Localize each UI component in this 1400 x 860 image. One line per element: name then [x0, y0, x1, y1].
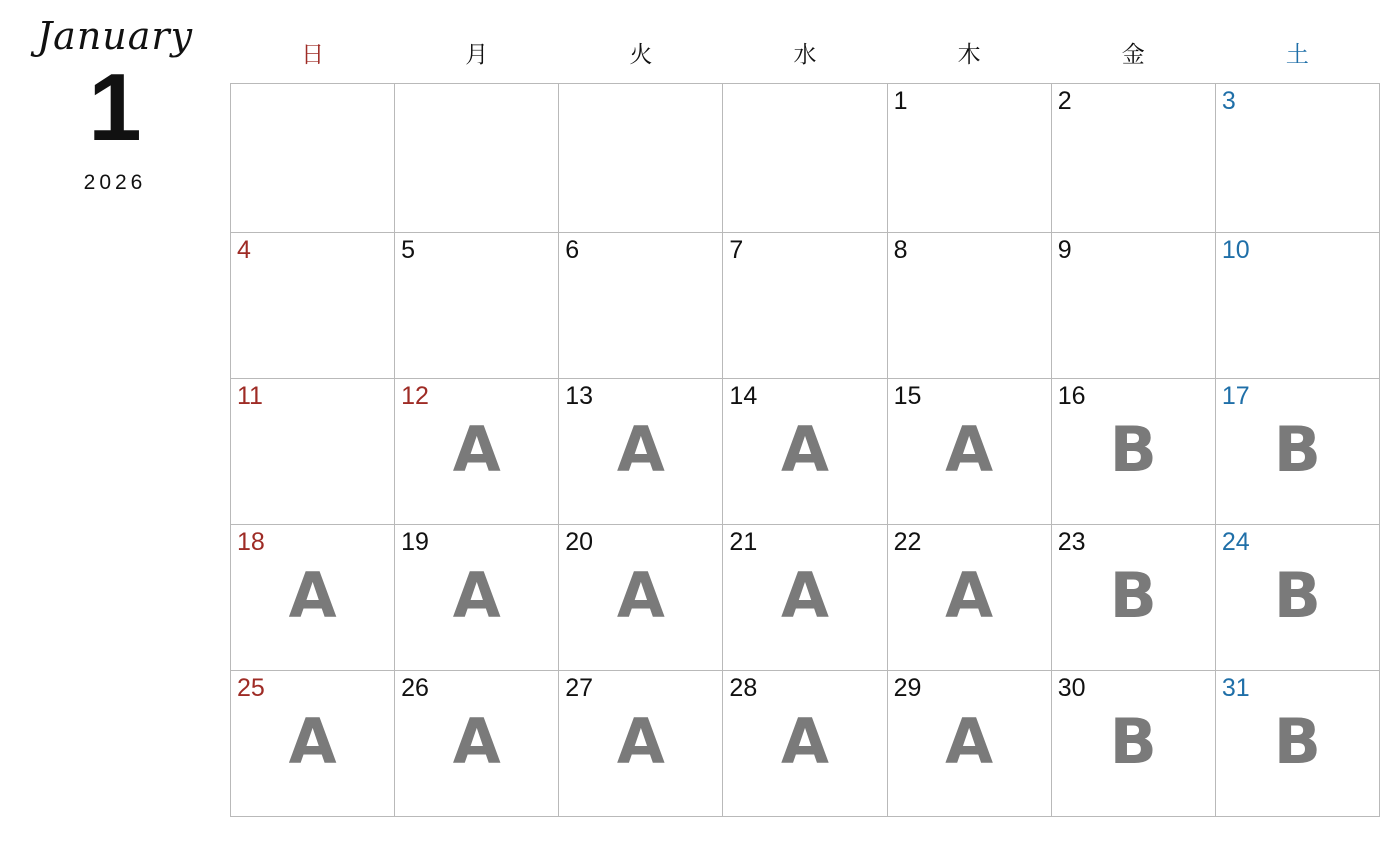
- shift-label: A: [945, 705, 994, 778]
- day-number: 10: [1221, 236, 1250, 264]
- day-cell[interactable]: [395, 525, 559, 671]
- weekday-header-sun: 日: [301, 42, 325, 68]
- day-cell[interactable]: [723, 379, 887, 525]
- day-number: 24: [1221, 528, 1250, 556]
- shift-label: B: [1273, 559, 1322, 632]
- day-cell[interactable]: [887, 84, 1051, 233]
- day-number: 25: [237, 674, 265, 702]
- shift-label: A: [945, 559, 994, 632]
- day-number: 1: [893, 87, 908, 115]
- shift-label: A: [288, 559, 337, 632]
- shift-label: B: [1109, 559, 1157, 632]
- calendar-week-row: [231, 84, 1380, 233]
- shift-label: A: [452, 559, 501, 632]
- day-number: 12: [401, 382, 429, 410]
- day-cell[interactable]: [723, 233, 887, 379]
- year-label: 2026: [83, 170, 147, 194]
- day-number: 28: [729, 674, 758, 702]
- shift-label: A: [945, 413, 994, 486]
- day-number: 2: [1057, 87, 1072, 115]
- shift-label: A: [781, 413, 829, 486]
- day-number: 3: [1221, 87, 1236, 115]
- day-cell[interactable]: [559, 233, 723, 379]
- day-cell[interactable]: [887, 525, 1051, 671]
- day-cell[interactable]: [1215, 84, 1379, 233]
- day-cell[interactable]: [231, 525, 395, 671]
- calendar-week-row: [231, 671, 1380, 817]
- day-cell[interactable]: [231, 671, 395, 817]
- day-cell[interactable]: [395, 233, 559, 379]
- day-cell[interactable]: [231, 379, 395, 525]
- weekday-header-mon: 月: [465, 42, 489, 68]
- weekday-header-tue: 火: [629, 42, 653, 68]
- day-number: 8: [893, 236, 908, 264]
- calendar-body: [231, 84, 1380, 817]
- shift-label: A: [288, 705, 337, 778]
- shift-label: B: [1273, 413, 1322, 486]
- shift-label: A: [616, 559, 665, 632]
- day-number: 15: [893, 382, 922, 410]
- day-cell[interactable]: [887, 671, 1051, 817]
- day-cell[interactable]: [723, 525, 887, 671]
- weekday-header-wed: 水: [793, 42, 817, 68]
- shift-label: B: [1273, 705, 1322, 778]
- day-number: 21: [729, 528, 758, 556]
- day-number: 18: [237, 528, 265, 556]
- day-cell[interactable]: [1215, 525, 1379, 671]
- day-number: 17: [1221, 382, 1250, 410]
- day-number: 14: [729, 382, 758, 410]
- day-cell[interactable]: [1215, 379, 1379, 525]
- shift-label: A: [781, 705, 829, 778]
- shift-label: B: [1109, 705, 1157, 778]
- month-name-script: January: [36, 14, 194, 58]
- day-cell[interactable]: [1215, 671, 1379, 817]
- day-number: 31: [1221, 674, 1250, 702]
- masthead: [0, 10, 230, 195]
- shift-label: A: [616, 705, 665, 778]
- day-number: 20: [565, 528, 594, 556]
- weekday-header-fri: 金: [1121, 42, 1145, 68]
- day-cell[interactable]: [231, 84, 395, 233]
- shift-label: B: [1109, 413, 1157, 486]
- month-number: 1: [88, 53, 142, 161]
- day-number: 19: [401, 528, 429, 556]
- day-number: 29: [893, 674, 922, 702]
- day-cell[interactable]: [1051, 84, 1215, 233]
- day-cell[interactable]: [1051, 671, 1215, 817]
- day-cell[interactable]: [395, 671, 559, 817]
- day-number: 27: [565, 674, 594, 702]
- day-cell[interactable]: [1051, 233, 1215, 379]
- day-number: 23: [1057, 528, 1086, 556]
- day-cell[interactable]: [559, 379, 723, 525]
- day-cell[interactable]: [231, 233, 395, 379]
- day-cell[interactable]: [395, 84, 559, 233]
- day-cell[interactable]: [723, 671, 887, 817]
- shift-label: A: [452, 413, 501, 486]
- day-cell[interactable]: [395, 379, 559, 525]
- day-number: 22: [893, 528, 922, 556]
- day-number: 30: [1057, 674, 1086, 702]
- calendar-grid: [230, 36, 1380, 817]
- day-number: 16: [1057, 382, 1086, 410]
- day-cell[interactable]: [887, 233, 1051, 379]
- shift-label: A: [616, 413, 665, 486]
- weekday-header-sat: 土: [1285, 42, 1309, 68]
- day-number: 26: [401, 674, 429, 702]
- day-cell[interactable]: [723, 84, 887, 233]
- day-number: 7: [729, 236, 744, 264]
- day-cell[interactable]: [1215, 233, 1379, 379]
- calendar-header-row: [231, 36, 1380, 84]
- calendar-table: [230, 36, 1380, 817]
- weekday-header-thu: 木: [957, 42, 981, 68]
- day-cell[interactable]: [559, 84, 723, 233]
- day-cell[interactable]: [887, 379, 1051, 525]
- day-number: 4: [237, 236, 251, 264]
- day-cell[interactable]: [1051, 379, 1215, 525]
- calendar-week-row: [231, 525, 1380, 671]
- shift-label: A: [452, 705, 501, 778]
- day-cell[interactable]: [559, 525, 723, 671]
- day-number: 13: [565, 382, 594, 410]
- calendar-week-row: [231, 233, 1380, 379]
- day-cell[interactable]: [559, 671, 723, 817]
- calendar-week-row: [231, 379, 1380, 525]
- shift-label: A: [781, 559, 829, 632]
- day-number: 11: [237, 382, 263, 410]
- day-number: 5: [401, 236, 416, 264]
- day-cell[interactable]: [1051, 525, 1215, 671]
- day-number: 9: [1057, 236, 1072, 264]
- day-number: 6: [565, 236, 580, 264]
